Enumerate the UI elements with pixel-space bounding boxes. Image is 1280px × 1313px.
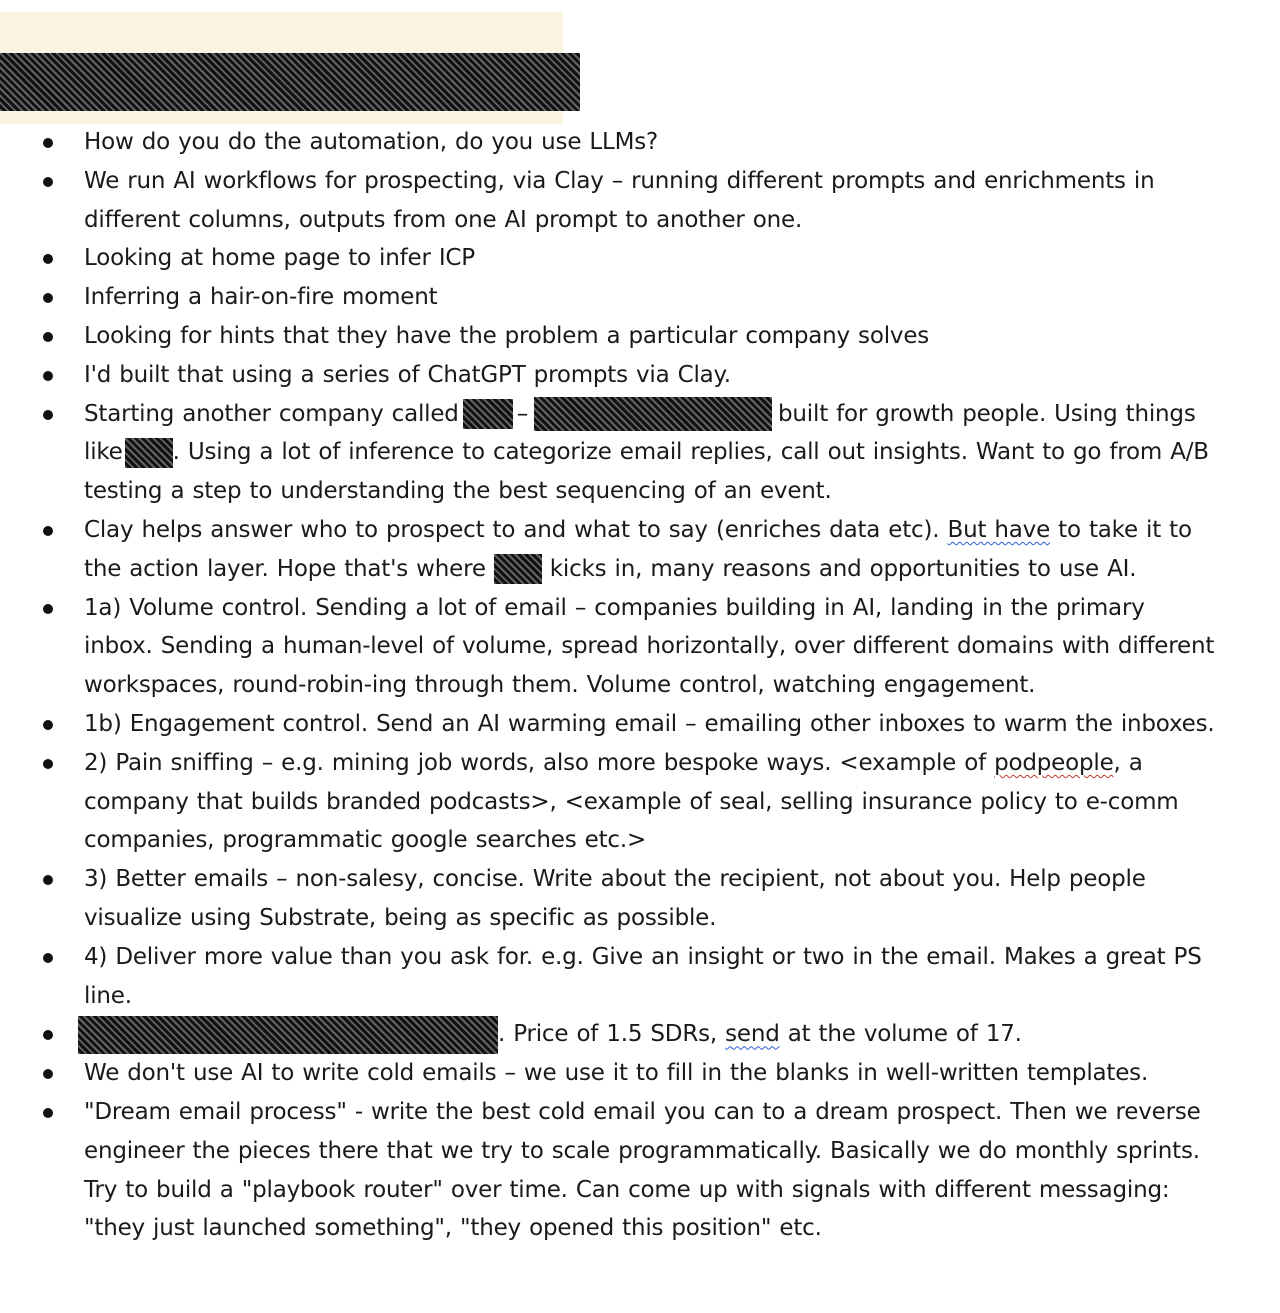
redacted-company-name (494, 554, 542, 584)
list-item: We don't use AI to write cold emails – we use it to fill in the blanks in well-written templates. (0, 1054, 1240, 1093)
list-item: Starting another company called – built for growth people. Using things like . Using a lot of inference to categorize email replies, call out insights. Want to go from A/B testing a step to understanding the best sequencing of an event. (0, 395, 1240, 511)
list-item: 2) Pain sniffing – e.g. mining job words, also more bespoke ways. <example of podpeople, a company that builds branded podcasts>, <example of seal, selling insurance policy to e-comm companies, programmatic google searches etc.> (0, 744, 1240, 860)
notes-list (0, 123, 1240, 1248)
list-item: I'd built that using a series of ChatGPT prompts via Clay. (0, 356, 1240, 395)
list-item: How do you do the automation, do you use LLMs? (0, 123, 1240, 162)
list-item: 3) Better emails – non-salesy, concise. Write about the recipient, not about you. Help people visualize using Substrate, being as specific as possible. (0, 860, 1240, 938)
redacted-company-description (534, 397, 772, 431)
list-item: Clay helps answer who to prospect to and what to say (enriches data etc). But have to take it to the action layer. Hope that's where kicks in, many reasons and opportunities to use AI. (0, 511, 1240, 589)
list-item: 1a) Volume control. Sending a lot of email – companies building in AI, landing in the primary inbox. Sending a human-level of volume, spread horizontally, over different domains with different workspaces, round-robin-ing through them. Volume control, watching engagement. (0, 589, 1240, 705)
list-item: Looking for hints that they have the problem a particular company solves (0, 317, 1240, 356)
redacted-text (78, 1016, 498, 1054)
list-item: . Price of 1.5 SDRs, send at the volume of 17. (0, 1015, 1240, 1054)
list-item: Inferring a hair-on-fire moment (0, 278, 1240, 317)
redacted-company-name (463, 399, 513, 429)
list-item: 4) Deliver more value than you ask for. e.g. Give an insight or two in the email. Makes a great PS line. (0, 938, 1240, 1016)
list-item: Looking at home page to infer ICP (0, 239, 1240, 278)
redacted-header (0, 53, 580, 111)
list-item: "Dream email process" - write the best cold email you can to a dream prospect. Then we reverse engineer the pieces there that we try to scale programmatically. Basically we do monthly sprints. Try to build a "playbook router" over time. Can come up with signals with different messaging: "they just launched something", "they opened this position" etc. (0, 1093, 1240, 1248)
list-item: We run AI workflows for prospecting, via Clay – running different prompts and enrichments in different columns, outputs from one AI prompt to another one. (0, 162, 1240, 240)
redacted-tool-name (125, 438, 173, 468)
list-item: 1b) Engagement control. Send an AI warming email – emailing other inboxes to warm the inboxes. (0, 705, 1240, 744)
